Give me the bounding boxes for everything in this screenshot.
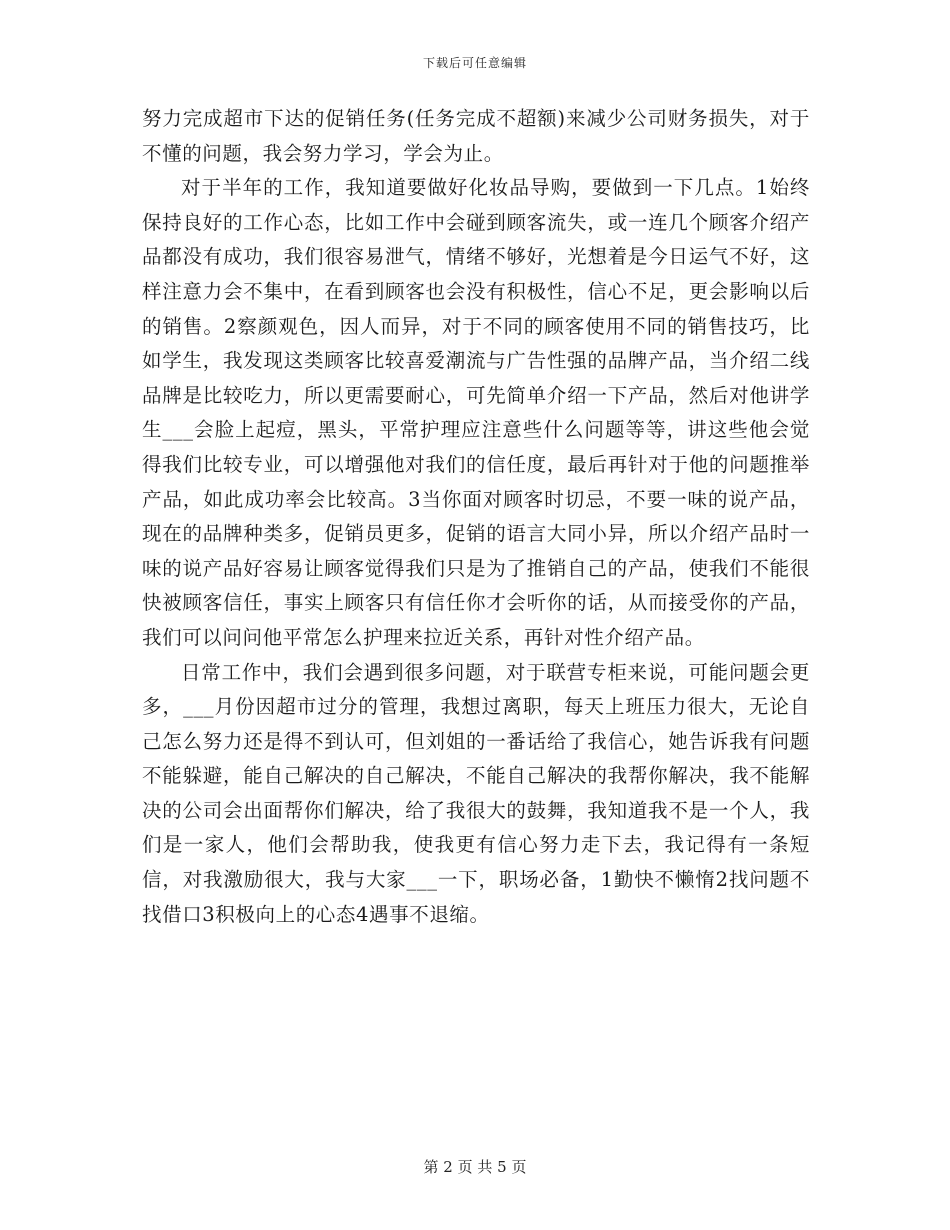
paragraph-continuation: 努力完成超市下达的促销任务(任务完成不超额)来减少公司财务损失，对于不懂的问题，我会努力学习，学会为止。 xyxy=(142,107,810,165)
paragraph-daily-work: 日常工作中，我们会遇到很多问题，对于联营专柜来说，可能问题会更多，___月份因超市过分的管理，我想过离职，每天上班压力很大，无论自己怎么努力还是得不到认可，但刘姐的一番话给了我信心，她告诉我有问题不能躲避，能自己解决的自己解决，不能自己解决的我帮你解决，我不能解决的公司会出面帮你们解决，给了我很大的鼓舞，我知道我不是一个人，我们是一家人，他们会帮助我，使我更有信心努力走下去，我记得有一条短信，对我激励很大，我与大家___一下，职场必备，1勤快不懒惰2找问题不找借口3积极向上的心态4遇事不退缩。 xyxy=(142,660,810,926)
page-header: 下载后可任意编辑 xyxy=(422,56,527,70)
document-body xyxy=(142,102,810,932)
paragraph-half-year-work: 对于半年的工作，我知道要做好化妆品导购，要做到一下几点。1始终保持良好的工作心态，比如工作中会碰到顾客流失，或一连几个顾客介绍产品都没有成功，我们很容易泄气，情绪不够好，光想着是今日运气不好，这样注意力会不集中，在看到顾客也会没有积极性，信心不足，更会影响以后的销售。2察颜观色，因人而异，对于不同的顾客使用不同的销售技巧，比如学生，我发现这类顾客比较喜爱潮流与广告性强的品牌产品，当介绍二线品牌是比较吃力，所以更需要耐心，可先简单介绍一下产品，然后对他讲学生___会脸上起痘，黑头，平常护理应注意些什么问题等等，讲这些他会觉得我们比较专业，可以增强他对我们的信任度，最后再针对于他的问题推举产品，如此成功率会比较高。3当你面对顾客时切忌，不要一味的说产品，现在的品牌种类多，促销员更多，促销的语言大同小异，所以介绍产品时一味的说产品好容易让顾客觉得我们只是为了推销自己的产品，使我们不能很快被顾客信任，事实上顾客只有信任你才会听你的话，从而接受你的产品，我们可以问问他平常怎么护理来拉近关系，再针对性介绍产品。 xyxy=(142,176,810,649)
page-number: 第 2 页 共 5 页 xyxy=(423,1158,527,1176)
